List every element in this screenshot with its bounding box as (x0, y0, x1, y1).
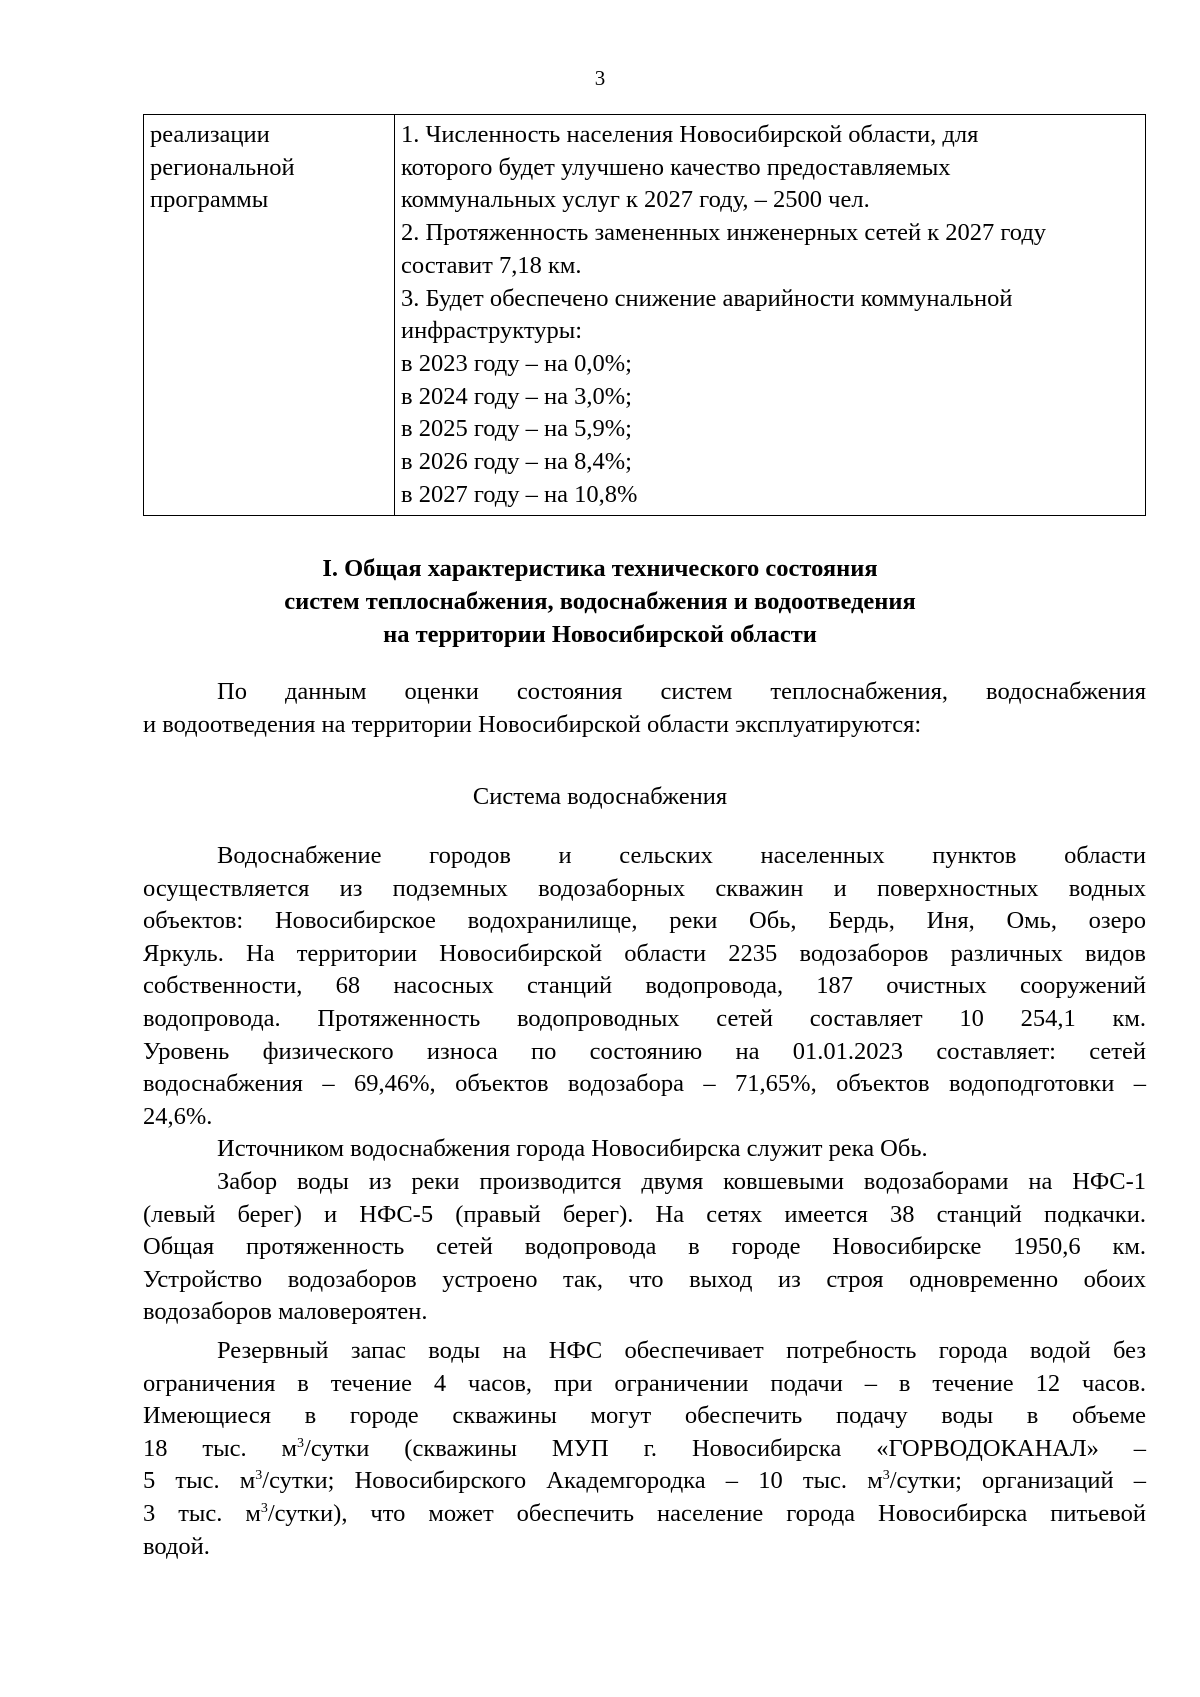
text-line: Уровень физического износа по состоянию на 01.01.2023 составляет: сетей (143, 1037, 1146, 1065)
text-line: Водоснабжение городов и сельских населенных пунктов области (217, 842, 1146, 869)
text-line: водой. (143, 1532, 210, 1560)
text-line: 24,6%. (143, 1102, 213, 1130)
text-fragment: /сутки (скважины МУП г. Новосибирска «ГОРВОДОКАНАЛ» – (304, 1434, 1147, 1462)
text-line (143, 1465, 1146, 1498)
text-line: водоснабжения – 69,46%, объектов водозабора – 71,65%, объектов водоподготовки – (143, 1070, 1146, 1098)
value-line: коммунальных услуг к 2027 году, – 2500 чел. (401, 186, 870, 214)
heading-line: систем теплоснабжения, водоснабжения и водоотведения (284, 588, 916, 615)
table-value-cell (395, 115, 1146, 516)
text-fragment: /сутки; Новосибирского Академгородка – 10 тыс. м (262, 1467, 883, 1495)
superscript: 3 (882, 1468, 890, 1484)
value-line: в 2024 году – на 3,0%; (401, 382, 632, 410)
paragraph-water-supply (143, 840, 1146, 1329)
label-line: реализации (150, 121, 270, 148)
value-line: которого будет улучшено качество предоставляемых (401, 153, 951, 181)
text-fragment: 18 тыс. м (143, 1434, 298, 1462)
text-line: собственности, 68 насосных станций водопровода, 187 очистных сооружений (143, 972, 1146, 1000)
text-line (143, 1498, 1146, 1531)
value-line: в 2027 году – на 10,8% (401, 480, 638, 508)
subheading: Система водоснабжения (472, 783, 728, 810)
value-line: составит 7,18 км. (401, 251, 582, 279)
value-line: инфраструктуры: (401, 317, 583, 345)
section-heading (0, 552, 1200, 651)
heading-line: I. Общая характеристика технического состояния (322, 555, 878, 582)
superscript: 3 (260, 1500, 268, 1516)
label-line: региональной (150, 153, 295, 181)
page-number: 3 (594, 66, 606, 90)
text-line (143, 1433, 1146, 1466)
text-line: объектов: Новосибирское водохранилище, реки Обь, Бердь, Иня, Омь, озеро (143, 907, 1146, 935)
paragraph-reserve (143, 1335, 1146, 1563)
text-line: (левый берег) и НФС-5 (правый берег). На сетях имеется 38 станций подкачки. (143, 1200, 1146, 1228)
passport-table (143, 114, 1146, 516)
table-row (144, 115, 1146, 516)
text-fragment: 3 тыс. м (143, 1499, 261, 1527)
value-line: 1. Численность населения Новосибирской области, для (401, 121, 979, 148)
text-line: ограничения в течение 4 часов, при ограничении подачи – в течение 12 часов. (143, 1369, 1146, 1397)
text-line: Источником водоснабжения города Новосибирска служит река Обь. (217, 1135, 928, 1163)
superscript: 3 (297, 1435, 305, 1451)
superscript: 3 (255, 1468, 263, 1484)
text-line: Яркуль. На территории Новосибирской области 2235 водозаборов различных видов (143, 939, 1146, 967)
text-line: Общая протяженность сетей водопровода в городе Новосибирске 1950,6 км. (143, 1233, 1146, 1261)
value-line: 3. Будет обеспечено снижение аварийности коммунальной (401, 284, 1013, 312)
value-line: в 2026 году – на 8,4%; (401, 448, 632, 476)
value-line: в 2025 году – на 5,9%; (401, 415, 632, 443)
text-fragment: 5 тыс. м (143, 1467, 256, 1495)
table-label-cell (144, 115, 395, 516)
text-line: Забор воды из реки производится двумя ковшевыми водозаборами на НФС-1 (217, 1167, 1146, 1195)
value-line: 2. Протяженность замененных инженерных сетей к 2027 году (401, 219, 1047, 247)
label-line: программы (150, 186, 269, 214)
text-line: осуществляется из подземных водозаборных скважин и поверхностных водных (143, 874, 1146, 902)
text-line: Имеющиеся в городе скважины могут обеспечить подачу воды в объеме (143, 1402, 1146, 1430)
text-fragment: /сутки; организаций – (889, 1467, 1147, 1495)
value-line: в 2023 году – на 0,0%; (401, 349, 632, 377)
heading-line: на территории Новосибирской области (383, 621, 817, 648)
text-line: Устройство водозаборов устроено так, что выход из строя одновременно обоих (143, 1265, 1146, 1293)
text-line: водопровода. Протяженность водопроводных сетей составляет 10 254,1 км. (143, 1004, 1146, 1032)
text-line: По данным оценки состояния систем теплоснабжения, водоснабжения (217, 678, 1146, 705)
intro-paragraph (143, 676, 1146, 741)
text-line: Резервный запас воды на НФС обеспечивает потребность города водой без (217, 1337, 1146, 1364)
text-line: водозаборов маловероятен. (143, 1298, 428, 1326)
text-fragment: /сутки), что может обеспечить население города Новосибирска питьевой (267, 1499, 1146, 1527)
text-line: и водоотведения на территории Новосибирской области эксплуатируются: (143, 710, 922, 738)
